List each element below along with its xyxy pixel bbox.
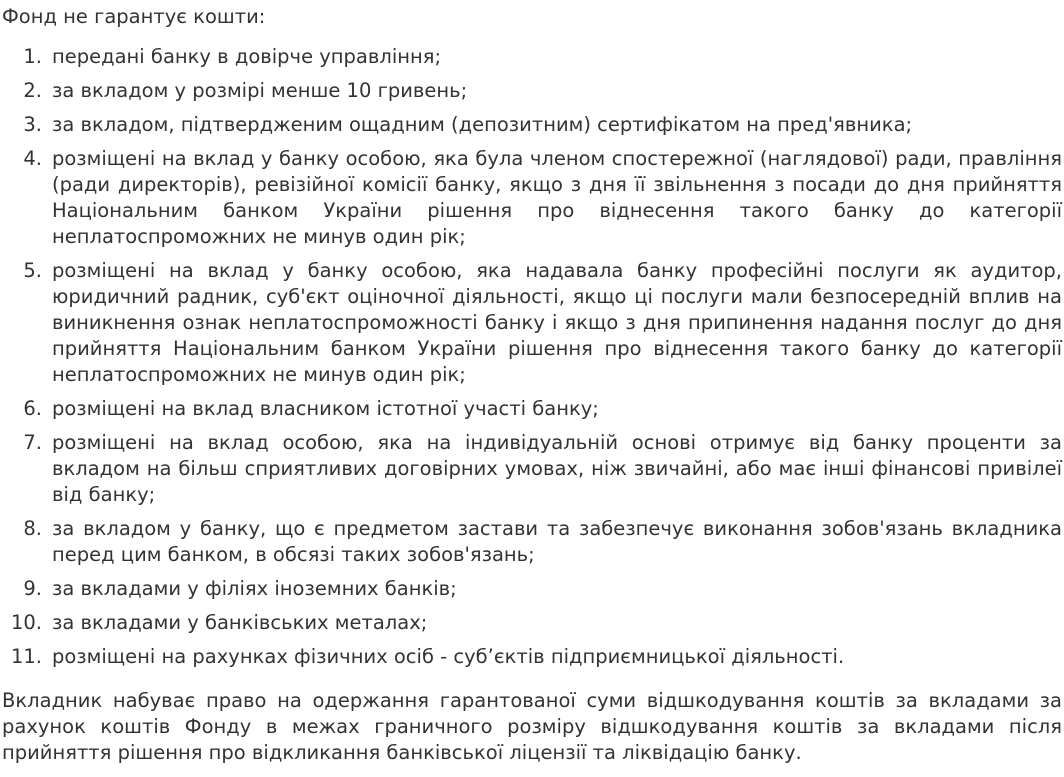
item-number: 4. [23,147,42,170]
list-item [2,44,1062,70]
item-number: 11. [10,645,42,668]
item-text: розміщені на вклад особою, яка на індивідуальній основі отримує від банку проценти за вкладом на більш сприятливих договірних умовах, ніж звичайні, або має інші фінансові привілеї від банку; [52,431,1062,506]
intro-text: Фонд не гарантує кошти: [2,5,266,28]
item-number: 8. [23,517,42,540]
item-text: за вкладами у банківських металах; [52,611,428,634]
item-number: 10. [10,611,42,634]
list-item [2,78,1062,104]
item-text: за вкладом у розмірі менше 10 гривень; [52,79,468,102]
item-number: 9. [23,577,42,600]
item-number: 7. [23,431,42,454]
item-text: розміщені на вклад власником істотної участі банку; [52,397,599,420]
list-item [2,396,1062,422]
item-number: 2. [23,79,42,102]
item-text: за вкладами у філіях іноземних банків; [52,577,457,600]
list-item [2,610,1062,636]
list-item [2,576,1062,602]
list-item [2,112,1062,138]
list-item [2,146,1062,250]
item-text: за вкладом, підтвердженим ощадним (депозитним) сертифікатом на пред'явника; [52,113,913,136]
item-text: розміщені на вклад у банку особою, яка надавала банку професійні послуги як аудитор, юридичний радник, суб'єкт оціночної діяльності, якщо ці послуги мали безпосередній вплив на виникнення ознак неплатоспроможності банку і якщо з дня припинення надання послуг до дня прийняття Національним банком України рішення про віднесення такого банку до категорії неплатоспроможних не минув один рік; [52,259,1062,386]
item-text: розміщені на вклад у банку особою, яка була членом спостережної (наглядової) ради, правління (ради директорів), ревізійної комісії банку, якщо з дня її звільнення з посади до дня прийняття Національним банком України рішення про віднесення такого банку до категорії неплатоспроможних не минув один рік; [52,147,1062,248]
list-item [2,644,1062,670]
list-item [2,258,1062,388]
item-text: передані банку в довірче управління; [52,45,442,68]
list-item [2,516,1062,568]
closing-paragraph: Вкладник набуває право на одержання гарантованої суми відшкодування коштів за вкладами за рахунок коштів Фонду в межах граничного розміру відшкодування коштів за вкладами після прийняття рішення про відкликання банківської ліцензії та ліквідацію банку. [2,689,1062,764]
exclusions-list [2,44,1062,670]
item-text: розміщені на рахунках фізичних осіб - суб’єктів підприємницької діяльності. [52,645,845,668]
item-number: 5. [23,259,42,282]
list-item [2,430,1062,508]
item-number: 1. [23,45,42,68]
item-text: за вкладом у банку, що є предметом застави та забезпечує виконання зобов'язань вкладника перед цим банком, в обсязі таких зобов'язань; [52,517,1062,566]
item-number: 3. [23,113,42,136]
item-number: 6. [23,397,42,420]
